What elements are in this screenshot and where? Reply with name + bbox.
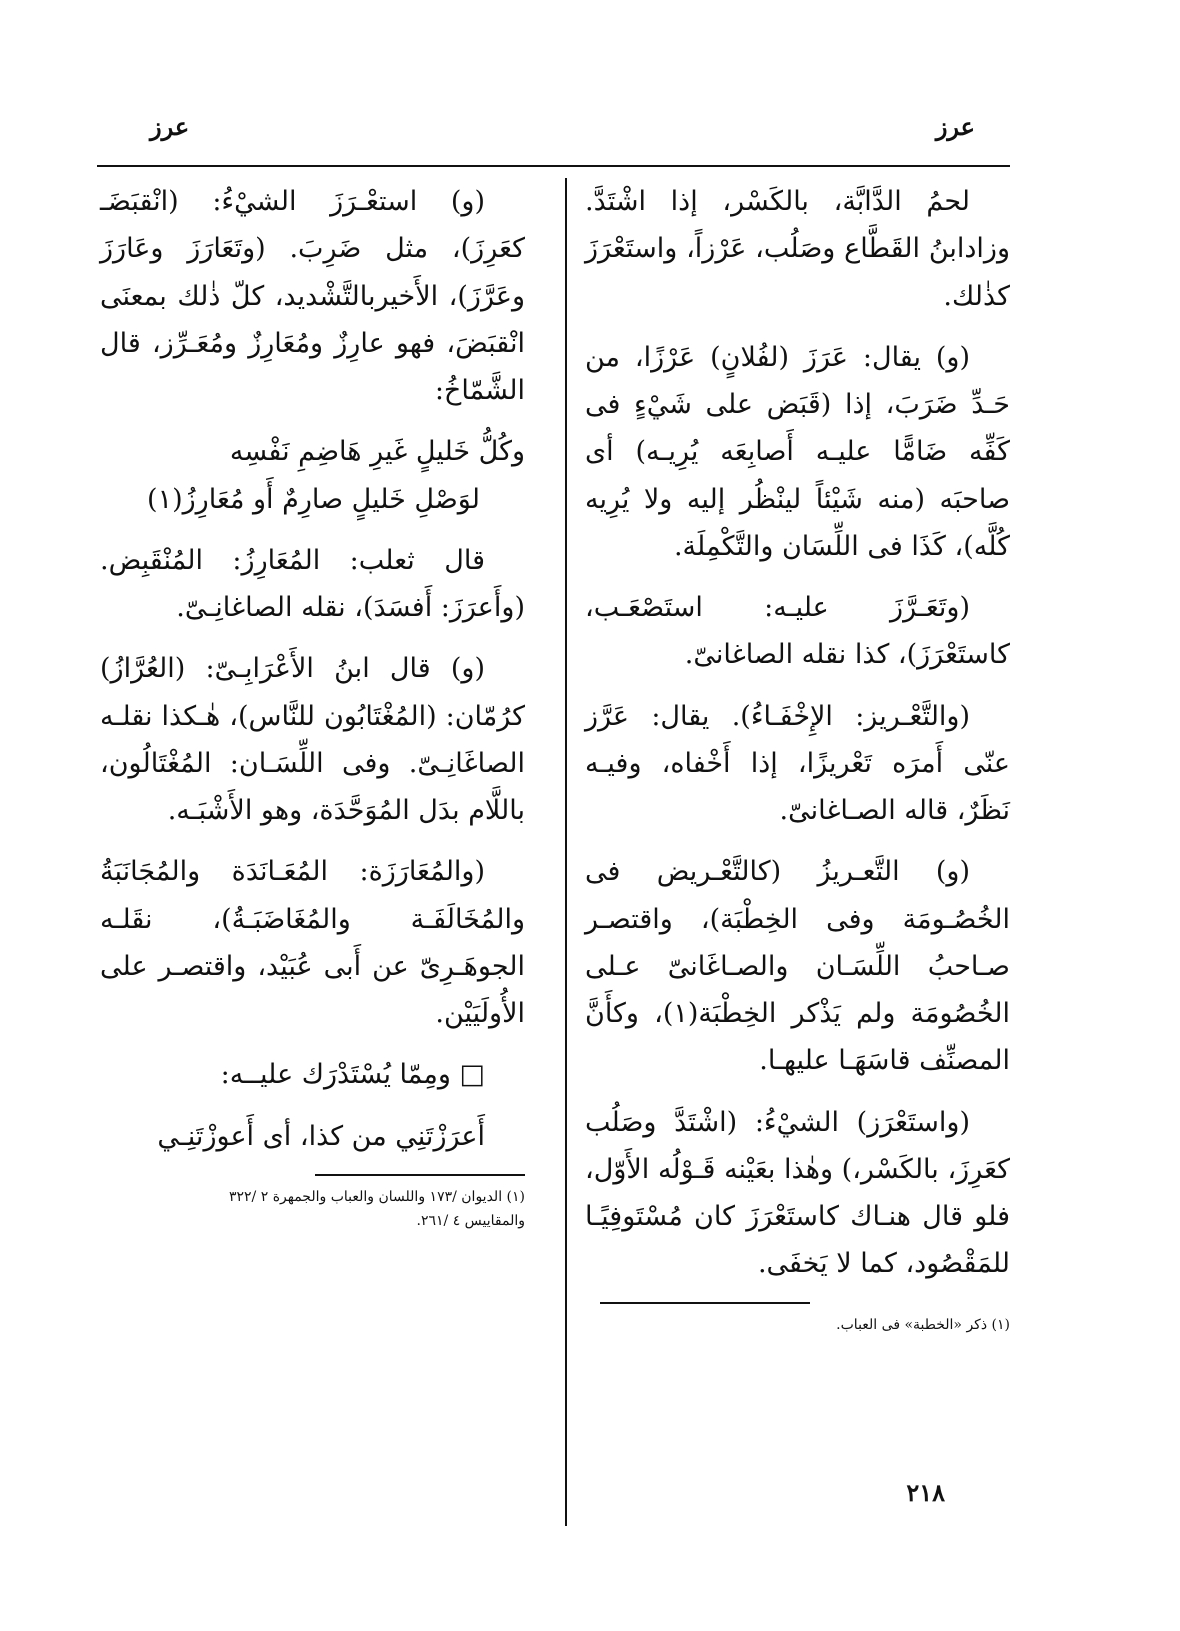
paragraph: (واستَعْرَز) الشيْءُ: (اشْتَدَّ وصَلُب كعَرِزَ، بالكَسْر،) وهٰذا بعَيْنه قَـوْلُه الأَوّل، فلو قال هنـاك كاستَعْرَزَ كان مُسْتَوفِيًـا للمَقْصُود، كما لا يَخفَى. (585, 1106, 1010, 1280)
paragraph: □ ومِمّا يُسْتَدْرَك عليــه: (220, 1059, 485, 1091)
paragraph: (وتَعَـرَّزَ عليـه: استَصْعَـب، كاستَعْرَزَ)، كذا نقله الصاغانىّ. (585, 592, 1010, 671)
footnote: (١) ذكر «الخطبة» فى العباب. (836, 1316, 1010, 1333)
page-number: ٢١٨ (906, 1478, 945, 1507)
paragraph: أَعرَزْتَنِي من كذا، أى أَعوزْتَنِـي (157, 1120, 485, 1152)
left-column (100, 178, 525, 1233)
right-column (585, 178, 1010, 1337)
paragraph: (و) التَّعـريزُ (كالتَّعْـريض فى الخُصُـومَة وفى الخِطْبَة)، واقتصـر صـاحبُ اللِّسَـان والصـاغَانىّ عـلى الخُصُومَة ولم يَذْكر الخِطْبَة(١)، وكأَنَّ المصنِّف قاسَهَـا عليهـا. (585, 856, 1010, 1077)
footnote-rule (600, 1302, 810, 1304)
footnote-line-1: (١) الديوان /١٧٣ واللسان والعباب والجمهرة ٢ /٣٢٢ (228, 1188, 525, 1205)
paragraph: (و) يقال: عَرَزَ (لفُلانٍ) عَرْزًا، من حَـدِّ ضَرَبَ، إذا (قَبَض على شَيْءٍ فى كَفِّه ضَامًّا عليـه أَصابِعَه يُرِيـه) أى صاحبَه (منه شَيْئاً لينْظُر إليه ولا يُرِيه كُلَّه)، كَذَا فى اللِّسَان والتَّكْمِلَة. (585, 341, 1010, 562)
paragraph: (والمُعَارَزَة: المُعَـانَدَة والمُجَانَبَةُ والمُخَالَفَـة والمُغَاضَبَـةُ)، نقَلـه الجوهَـرِىّ عن أَبى عُبَيْد، واقتصـر على الأُولَيَيْن. (100, 856, 525, 1029)
footnote-line-2: والمقاييس ٤ /٢٦١. (416, 1212, 525, 1229)
paragraph: (والتَّعْـريز: الإِخْفَـاءُ). يقال: عَرَّز عنّى أَمرَه تَعْريزًا، إذا أَخْفاه، وفيـه نَظَرٌ، قاله الصـاغانىّ. (585, 700, 1010, 826)
paragraph: (و) استعْـرَزَ الشيْءُ: (انْقبَضَـ كعَرِزَ)، مثل ضَرِبَ. (وتَعَارَزَ وعَارَزَ وعَرَّزَ)، الأَخيربالتَّشْديد، كلّ ذٰلك بمعنَى انْقبَضَ، فهو عارِزٌ ومُعَارِزٌ ومُعَـرِّز، قال الشَّمّاخُ: (100, 186, 525, 406)
running-head-left: عرز (150, 112, 190, 141)
paragraph: (و) قال ابنُ الأَعْرَابِـىّ: (العُرَّازُ) كرُمّان: (المُغْتَابُون للنَّاس)، هٰـكذا نقلـه الصاغَانِـىّ. وفى اللِّسَـان: المُغْتَالُون، باللَّام بدَل المُوَحَّدَة، وهو الأَشْبَـه. (100, 653, 525, 826)
column-divider (565, 178, 567, 1526)
verse (100, 428, 525, 523)
header-rule (97, 165, 1010, 167)
paragraph: قال ثعلب: المُعَارِزُ: المُنْقَبِض. (وأَعرَزَ: أَفسَدَ)، نقله الصاغانِـىّ. (100, 544, 525, 623)
verse-line-1: وكُلُّ خَليلٍ غَيرِ هَاضِمِ نَفْسِه (229, 436, 525, 468)
verse-line-2: لوَصْلِ خَليلٍ صارِمٌ أَو مُعَارِزُ(١) (147, 483, 480, 515)
paragraph: لحمُ الدَّابَّة، بالكَسْر، إذا اشْتَدَّ. وزادابنُ القَطَّاع وصَلُب، عَرْزاً، واستَعْرَزَ كذٰلك. (585, 186, 1010, 312)
running-head-right: عرز (935, 112, 975, 141)
footnote-rule (315, 1174, 525, 1176)
